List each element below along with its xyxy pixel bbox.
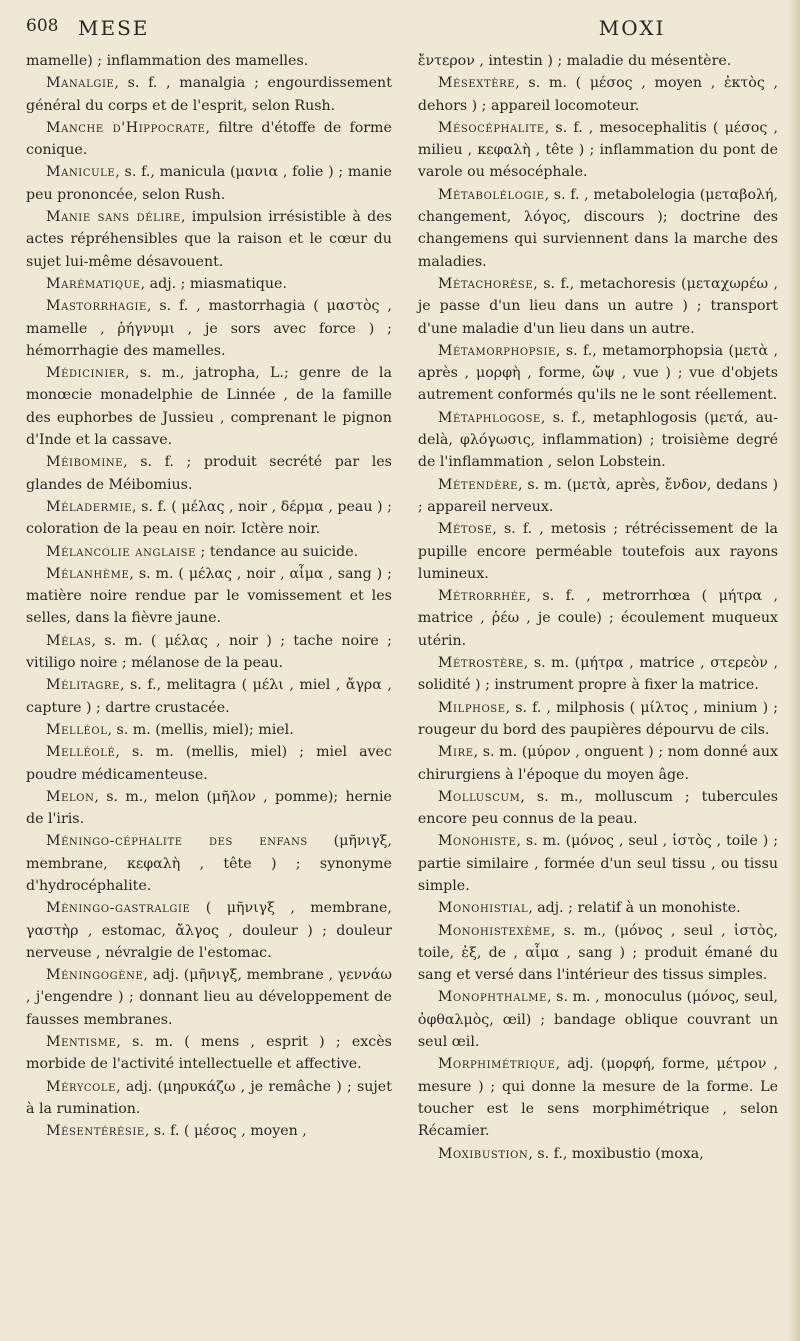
entry-definition: , s. m., jatropha, L.; genre de la monœcie monadelphie de Linnée , de la famille des euphorbes de Jussieu , comprenant le pignon d'Inde et la cassave.	[26, 365, 392, 449]
entry-headword: Manche d'Hippocrate	[46, 119, 206, 136]
entry-definition: , s. m. ( mens , esprit ) ; excès morbide de l'activité intellectuelle et affective.	[26, 1034, 392, 1073]
dictionary-entry	[26, 674, 392, 719]
entry-headword: Melléol	[46, 721, 108, 738]
entry-headword: Manalgie	[46, 75, 115, 92]
entry-headword: Mentisme	[46, 1034, 117, 1051]
entry-definition: , s. f., metachoresis (μεταχωρέω , je passe d'un lieu dans un autre ) ; transport d'une maladie d'un lieu dans un autre.	[417, 275, 778, 337]
entry-headword: Mélitagre	[46, 677, 120, 694]
dictionary-entry	[26, 1120, 392, 1142]
dictionary-entry	[418, 1053, 778, 1142]
page-header	[26, 16, 778, 50]
dictionary-entry	[418, 184, 778, 273]
dictionary-entry	[418, 897, 778, 919]
entry-definition: , s. m. (mellis, miel) ; miel avec poudre médicamenteuse.	[26, 744, 392, 783]
dictionary-entry	[418, 50, 778, 72]
entry-definition: , impulsion irrésistible à des actes répréhensibles que la raison et le cœur du sujet lui-même désavouent.	[26, 209, 392, 270]
entry-definition: , s. f. , mesocephalitis ( μέσος , milieu , κεφαλὴ , tête ) ; inflammation du pont de varole ou mésocéphale.	[417, 119, 778, 181]
entry-definition: , s. m. ( μέλας , noir , αἷμα , sang ) ; matière noire rendue par le vomissement et les selles, dans la fièvre jaune.	[26, 565, 392, 627]
dictionary-entry	[26, 964, 392, 1031]
dictionary-entry	[26, 451, 392, 496]
entry-headword: Métamorphopsie	[437, 342, 556, 359]
dictionary-entry	[26, 897, 392, 964]
dictionary-entry	[418, 697, 778, 742]
right-running-head: MOXI	[598, 16, 666, 40]
entry-headword: Melléolé	[46, 744, 116, 761]
entry-headword: Mélancolie anglaise	[46, 543, 197, 560]
entry-definition: ; tendance au suicide.	[196, 543, 359, 560]
dictionary-entry	[418, 72, 778, 117]
entry-headword: Melon	[46, 788, 95, 805]
entry-definition: , s. m., molluscum ; tubercules encore peu connus de la peau.	[417, 788, 778, 828]
entry-definition: , s. f., manicula (μανια , folie ) ; manie peu prononcée, selon Rush.	[26, 164, 392, 203]
entry-definition: , s. f. , metosis ; rétrécissement de la pupille encore perméable toutefois aux rayons lumineux.	[417, 521, 778, 582]
entry-headword: Mélas	[46, 632, 92, 649]
entry-headword: Monohistexème	[437, 922, 551, 939]
entry-definition: , s. f. ( μέσος , moyen ,	[144, 1123, 307, 1140]
dictionary-entry	[418, 407, 778, 474]
dictionary-entry	[26, 496, 392, 541]
dictionary-entry	[26, 117, 392, 162]
dictionary-entry	[418, 920, 778, 987]
dictionary-entry	[26, 161, 392, 206]
entry-headword: Mérycole	[46, 1078, 117, 1095]
entry-headword: Milphose	[437, 699, 506, 716]
entry-definition: mamelle) ; inflammation des mamelles.	[26, 53, 309, 69]
dictionary-entry	[418, 585, 778, 652]
entry-definition: , s. m. ( μέλας , noir ) ; tache noire ; vitiligo noire ; mélanose de la peau.	[26, 632, 392, 672]
entry-definition: , s. m. (μετὰ, après, ἔνδον, dedans ) ; appareil nerveux.	[417, 476, 778, 515]
entry-headword: Mésextère	[437, 75, 516, 92]
dictionary-entry	[418, 741, 778, 786]
entry-definition: , s. f. , metrorrhœa ( μήτρα , matrice , ῥέω , je coule) ; écoulement muqueux utérin.	[417, 588, 778, 649]
dictionary-entry	[26, 541, 392, 563]
entry-definition: , s. m. (μήτρα , matrice , στερεὸν , solidité ) ; instrument propre à fixer la matrice.	[417, 655, 778, 694]
dictionary-entry	[26, 1076, 392, 1121]
entry-headword: Méningo-gastralgie	[46, 900, 191, 917]
entry-headword: Métrorrhée	[437, 588, 527, 605]
dictionary-entry	[26, 630, 392, 675]
dictionary-entry	[26, 295, 392, 362]
entry-headword: Méladermie	[46, 498, 133, 515]
dictionary-entry	[418, 117, 778, 184]
dictionary-entry	[418, 340, 778, 407]
entry-definition: , filtre d'étoffe de forme conique.	[26, 119, 392, 159]
entry-headword: Molluscum	[437, 788, 521, 805]
entry-headword: Monophthalme	[437, 989, 548, 1006]
dictionary-entry	[418, 830, 778, 897]
entry-headword: Morphimétrique	[437, 1056, 556, 1073]
entry-definition: , adj. (μορφή, forme, μέτρον , mesure ) ; qui donne la mesure de la forme. Le toucher est le sens morphimétrique , selon Récamier.	[417, 1056, 778, 1140]
dictionary-entry	[26, 72, 392, 117]
entry-definition: , adj. ; miasmatique.	[140, 275, 287, 292]
entry-headword: Mésentérésie	[46, 1123, 145, 1140]
entry-headword: Moxibustion	[437, 1145, 529, 1162]
entry-definition: , s. f., moxibustio (moxa,	[528, 1145, 704, 1162]
dictionary-entry	[418, 518, 778, 585]
dictionary-entry	[26, 830, 392, 897]
entry-headword: Monohiste	[437, 833, 517, 850]
entry-headword: Méibomine	[46, 454, 124, 471]
entry-definition: , s. m. ( μέσος , moyen , ἐκτὸς , dehors ) ; appareil locomoteur.	[417, 75, 778, 114]
dictionary-entry	[418, 652, 778, 697]
entry-headword: Manie sans délire	[46, 209, 181, 226]
entry-headword: Manicule	[46, 164, 116, 181]
entry-definition: , adj. ; relatif à un monohiste.	[528, 900, 741, 917]
entry-definition: , s. f. , milphosis ( μίλτος , minium ) ; rougeur du bord des paupières dépourvu de cils.	[417, 699, 778, 738]
dictionary-entry	[418, 786, 778, 831]
dictionary-entry	[26, 362, 392, 451]
dictionary-entry	[418, 474, 778, 519]
page-number: 608	[26, 16, 59, 36]
entry-definition: , s. f. , mastorrhagia ( μαστὸς , mamelle , ῥήγνυμι , je sors avec force ) ; hémorrhagie des mamelles.	[26, 298, 392, 359]
entry-definition: ( μῆνιγξ , membrane, γαστὴρ , estomac, ἄλγος , douleur ) ; douleur nerveuse , névralgie de l'estomac.	[26, 900, 392, 961]
entry-definition: , s. f. ; produit secrété par les glandes de Méibomius.	[26, 454, 392, 493]
dictionary-entry	[418, 986, 778, 1053]
entry-headword: Monohistial	[437, 900, 529, 917]
dictionary-entry	[26, 719, 392, 741]
entry-headword: Métaphlogose	[437, 409, 541, 426]
entry-definition: , adj. (μηρυκάζω , je remâche ) ; sujet à la rumination.	[26, 1078, 392, 1117]
entry-headword: Métrostère	[437, 655, 524, 672]
entry-headword: Mélanhème	[46, 565, 130, 582]
dictionary-entry	[26, 273, 392, 295]
dictionary-entry	[26, 786, 392, 831]
left-column	[26, 50, 406, 1165]
dictionary-entry	[26, 206, 392, 273]
dictionary-entry	[26, 741, 392, 786]
entry-definition: , s. f. ( μέλας , noir , δέρμα , peau ) ; coloration de la peau en noir. Ictère noir.	[26, 498, 392, 538]
dictionary-entry	[418, 1143, 778, 1165]
page-edge-shadow	[788, 0, 800, 1341]
dictionary-entry	[26, 1031, 392, 1076]
entry-headword: Mire	[437, 744, 474, 761]
entry-headword: Méningogène	[46, 967, 144, 984]
entry-headword: Médicinier	[46, 365, 125, 382]
right-column	[406, 50, 778, 1165]
entry-definition: , s. m. (μύρον , onguent ) ; nom donné aux chirurgiens à l'époque du moyen âge.	[417, 744, 778, 783]
entry-definition: , s. f. , manalgia ; engourdissement général du corps et de l'esprit, selon Rush.	[26, 75, 392, 114]
entry-headword: Mésocéphalite	[437, 119, 545, 136]
entry-definition: , s. m. (mellis, miel); miel.	[107, 721, 294, 738]
entry-definition: , s. f. , metabolelogia (μεταβολή, changement, λόγος, discours ); doctrine des changemens qui surviennent dans la marche des maladies.	[417, 186, 778, 270]
entry-headword: Méningo-céphalite des enfans	[46, 833, 308, 850]
entry-definition: ἔντερον , intestin ) ; maladie du mésentère.	[417, 53, 732, 69]
dictionary-entry	[26, 563, 392, 630]
dictionary-entry	[418, 273, 778, 340]
entry-definition: , s. m. , monoculus (μόνος, seul, ὀφθαλμὸς, œil) ; bandage oblique couvrant un seul œil.	[417, 989, 778, 1051]
entry-definition: , s. f., melitagra ( μέλι , miel , ἄγρα , capture ) ; dartre crustacée.	[26, 677, 392, 716]
dictionary-entry	[26, 50, 392, 72]
entry-definition: , s. m., (μόνος , seul , ἱστὸς, toile, ἐξ, de , αἷμα , sang ) ; produit émané du sang et versé dans l'intérieur des tissus simples.	[417, 922, 778, 984]
entry-headword: Métendère	[437, 476, 518, 493]
text-columns	[26, 50, 778, 1165]
entry-definition: , s. m. (μόνος , seul , ἱστὸς , toile ) ; partie similaire , formée d'un seul tissu , ou tissu simple.	[417, 833, 778, 894]
entry-headword: Métabolélogie	[437, 186, 545, 203]
entry-headword: Métose	[437, 521, 493, 538]
entry-definition: , s. f., metamorphopsia (μετὰ , après , μορφὴ , forme, ὤψ , vue ) ; vue d'objets autrement conformés qu'ils ne le sont réellement.	[417, 342, 778, 404]
entry-definition: , adj. (μῆνιγξ, membrane , γεννάω , j'engendre ) ; donnant lieu au développement de fausses membranes.	[26, 967, 392, 1028]
left-running-head: MESE	[78, 16, 150, 40]
entry-definition: (μῆνιγξ, membrane, κεφαλὴ , tête ) ; synonyme d'hydrocéphalite.	[26, 833, 392, 894]
entry-headword: Mastorrhagie	[46, 298, 147, 315]
entry-definition: , s. f., metaphlogosis (μετά, au-delà, φλόγωσις, inflammation) ; troisième degré de l'inflammation , selon Lobstein.	[417, 409, 778, 471]
entry-definition: , s. m., melon (μῆλον , pomme); hernie de l'iris.	[26, 788, 392, 828]
entry-headword: Marématique	[46, 275, 141, 292]
entry-headword: Métachorèse	[437, 275, 534, 292]
